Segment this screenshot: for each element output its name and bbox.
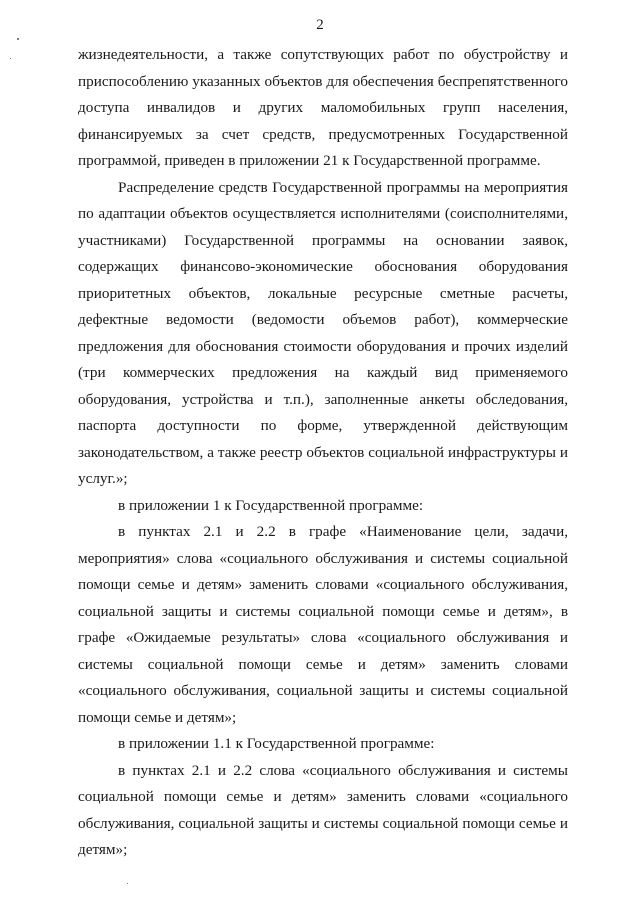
document-body	[78, 42, 568, 864]
paragraph-appendix-1-1-items: в пунктах 2.1 и 2.2 слова «социального обслуживания и системы социальной помощи семье и детям» заменить словами «социального обслуживания, социальной защиты и системы социальной помощи семье и детям»;	[78, 761, 568, 858]
paragraph-continuation: жизнедеятельности, а также сопутствующих работ по обустройству и приспособлению указанных объектов для обеспечения беспрепятственного доступа инвалидов и других маломобильных групп населения, финансируемых за счет средств, предусмотренных Государственной программой, приведен в приложении 21 к Государственной программе.	[78, 46, 568, 169]
scan-speck	[17, 38, 19, 40]
scan-speck	[10, 58, 11, 59]
scan-speck	[127, 883, 128, 884]
page-number: 2	[316, 17, 324, 33]
paragraph-funds-distribution: Распределение средств Государственной программы на мероприятия по адаптации объектов осуществляется исполнителями (соисполнителями, участниками) Государственной программы на основании заявок, содержащих финансово-экономические обоснования оборудования приоритетных объектов, локальные ресурсные сметные расчеты, дефектные ведомости (ведомости объемов работ), коммерческие предложения для обоснования стоимости оборудования и прочих изделий (три коммерческих предложения на каждый вид применяемого оборудования, устройства и т.п.), заполненные анкеты обследования, паспорта доступности по форме, утвержденной действующим законодательством, а также реестр объектов социальной инфраструктуры и услуг.»;	[78, 178, 568, 487]
paragraph-appendix-1-heading: в приложении 1 к Государственной программе:	[118, 496, 424, 514]
paragraph-appendix-1-items: в пунктах 2.1 и 2.2 в графе «Наименование цели, задачи, мероприятия» слова «социального обслуживания и системы социальной помощи семье и детям» заменить словами «социального обслуживания, социальной защиты и системы социальной помощи семье и детям», в графе «Ожидаемые результаты» слова «социального обслуживания и системы социальной помощи семье и детям» заменить словами «социального обслуживания, социальной защиты и системы социальной помощи семье и детям»;	[78, 523, 568, 726]
paragraph-appendix-1-1-heading: в приложении 1.1 к Государственной программе:	[118, 735, 435, 752]
